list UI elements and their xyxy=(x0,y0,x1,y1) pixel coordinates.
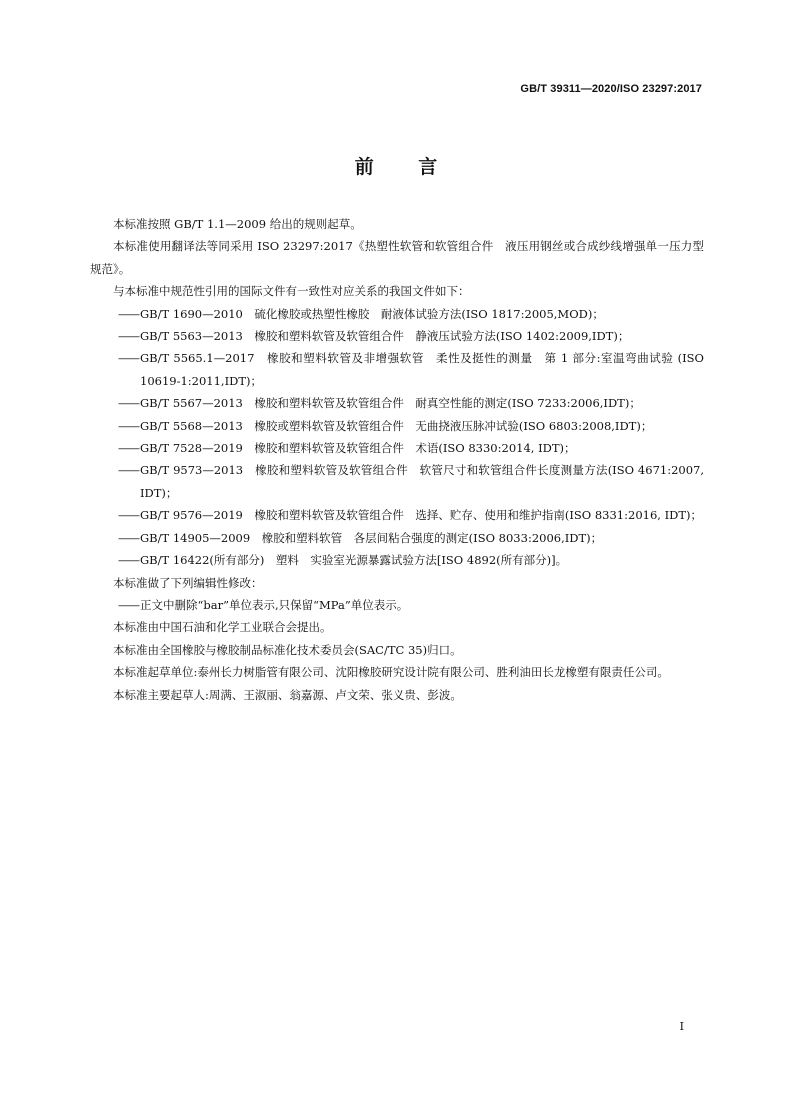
paragraph-adoption: 本标准使用翻译法等同采用 ISO 23297:2017《热塑性软管和软管组合件 液压用钢丝或合成纱线增强单一压力型 规范》。 xyxy=(90,239,716,276)
dash-marker: —— xyxy=(118,418,139,433)
paragraph-proposer: 本标准由中国石油和化学工业联合会提出。 xyxy=(113,620,332,635)
list-item xyxy=(90,415,704,437)
dash-marker: —— xyxy=(118,463,139,478)
dash-marker: —— xyxy=(118,329,139,344)
reference-item-text: GB/T 5568—2013 橡胶或塑料软管及软管组合件 无曲挠液压脉冲试验(ISO 6803:2008,IDT)； xyxy=(140,418,653,433)
reference-item-text: GB/T 9573—2013 橡胶和塑料软管及软管组合件 软管尺寸和软管组合件长度测量方法(ISO 4671:2007, IDT)； xyxy=(140,463,704,500)
list-item xyxy=(90,347,704,392)
list-item xyxy=(90,549,704,571)
list-item xyxy=(90,594,704,616)
reference-list xyxy=(90,303,704,572)
reference-item-text: GB/T 1690—2010 硫化橡胶或热塑性橡胶 耐液体试验方法(ISO 1817:2005,MOD)； xyxy=(140,306,604,321)
dash-marker: —— xyxy=(118,597,139,612)
reference-item-text: GB/T 9576—2019 橡胶和塑料软管及软管组合件 选择、贮存、使用和维护指南(ISO 8331:2016, IDT)； xyxy=(140,508,702,523)
page-title: 前 言 xyxy=(354,156,438,178)
paragraph-editorial-heading: 本标准做了下列编辑性修改： xyxy=(113,575,263,590)
list-item xyxy=(90,437,704,459)
paragraph-drafters: 本标准主要起草人:周满、王淑丽、翁嘉源、卢文荣、张义贵、彭波。 xyxy=(113,687,462,702)
dash-marker: —— xyxy=(118,553,139,568)
dash-marker: —— xyxy=(118,396,139,411)
paragraph-references-intro: 与本标准中规范性引用的国际文件有一致性对应关系的我国文件如下： xyxy=(113,284,470,299)
reference-item-text: GB/T 7528—2019 橡胶和塑料软管及软管组合件 术语(ISO 8330:2014, IDT)； xyxy=(140,441,576,456)
foreword-body xyxy=(90,213,716,706)
list-item xyxy=(90,325,704,347)
reference-item-text: GB/T 5565.1—2017 橡胶和塑料软管及非增强软管 柔性及挺性的测量 第 1 部分:室温弯曲试验 (ISO 10619-1:2011,IDT)； xyxy=(140,351,704,388)
dash-marker: —— xyxy=(118,351,139,366)
reference-item-text: GB/T 16422(所有部分) 塑料 实验室光源暴露试验方法[ISO 4892(所有部分)]。 xyxy=(140,553,568,568)
paragraph-drafting-units: 本标准起草单位:泰州长力树脂管有限公司、沈阳橡胶研究设计院有限公司、胜利油田长龙橡塑有限责任公司。 xyxy=(113,665,669,680)
editorial-item-text: 正文中删除“bar”单位表示,只保留“MPa”单位表示。 xyxy=(140,597,409,612)
dash-marker: —— xyxy=(118,508,139,523)
list-item xyxy=(90,459,704,504)
list-item xyxy=(90,392,704,414)
reference-item-text: GB/T 5563—2013 橡胶和塑料软管及软管组合件 静液压试验方法(ISO 1402:2009,IDT)； xyxy=(140,329,630,344)
list-item xyxy=(90,504,704,526)
paragraph-committee: 本标准由全国橡胶与橡胶制品标准化技术委员会(SAC/TC 35)归口。 xyxy=(113,642,462,657)
standard-code-header: GB/T 39311—2020/ISO 23297:2017 xyxy=(520,83,702,95)
reference-item-text: GB/T 5567—2013 橡胶和塑料软管及软管组合件 耐真空性能的测定(ISO 7233:2006,IDT)； xyxy=(140,396,641,411)
dash-marker: —— xyxy=(118,530,139,545)
reference-item-text: GB/T 14905—2009 橡胶和塑料软管 各层间粘合强度的测定(ISO 8033:2006,IDT)； xyxy=(140,530,603,545)
dash-marker: —— xyxy=(118,441,139,456)
page-number: I xyxy=(679,1020,684,1033)
paragraph-drafting-rules: 本标准按照 GB/T 1.1—2009 给出的规则起草。 xyxy=(113,217,362,231)
list-item xyxy=(90,527,704,549)
list-item xyxy=(90,303,704,325)
dash-marker: —— xyxy=(118,306,139,321)
